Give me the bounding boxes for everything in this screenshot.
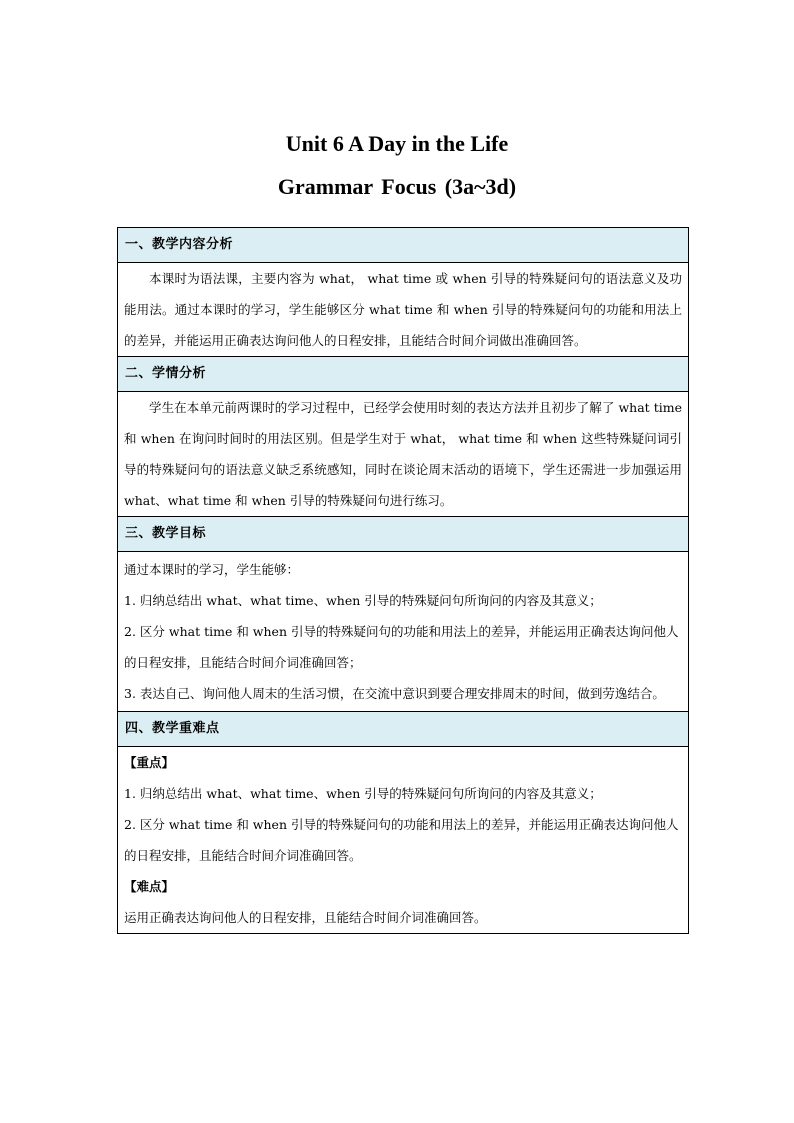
difficulty-label: 【难点】	[124, 879, 175, 894]
section-body-content-analysis	[118, 263, 689, 357]
list-item: 2. 区分 what time 和 when 引导的特殊疑问句的功能和用法上的差异，并能运用正确表达询问他人的日程安排，且能结合时间介词准确回答；	[124, 624, 679, 670]
difficulty-text: 运用正确表达询问他人的日程安排，且能结合时间介词准确回答。	[124, 910, 487, 925]
list-item: 1. 归纳总结出 what、what time、when 引导的特殊疑问句所询问的内容及其意义；	[124, 786, 602, 801]
section-body-key-points	[118, 747, 689, 934]
section-heading: 一、教学内容分析	[125, 237, 234, 252]
section-body-objectives	[118, 552, 689, 712]
focus-label: 【重点】	[124, 755, 175, 770]
section-paragraph: 学生在本单元前两课时的学习过程中，已经学会使用时刻的表达方法并且初步了解了 what time 和 when 在询问时间时的用法区别。但是学生对于 what， what time 和 when 这些特殊疑问词引导的特殊疑问句的语法意义缺乏系统感知，同时在谈论周末活动的语境下，学生还需进一步加强运用 what、what time 和 when 引导的特殊疑问句进行练习。	[124, 400, 682, 508]
document-subtitle: Grammar Focus (3a~3d)	[277, 174, 517, 199]
section-header-key-points	[118, 712, 689, 747]
section-paragraph: 本课时为语法课，主要内容为 what， what time 或 when 引导的特殊疑问句的语法意义及功能用法。通过本课时的学习，学生能够区分 what time 和 when 引导的特殊疑问句的功能和用法上的差异，并能运用正确表达询问他人的日程安排，且能结合时间介词做出准确回答。	[124, 271, 682, 348]
list-item: 3. 表达自己、询问他人周末的生活习惯，在交流中意识到要合理安排周末的时间，做到劳逸结合。	[124, 686, 665, 701]
objectives-intro: 通过本课时的学习，学生能够：	[124, 562, 300, 577]
section-body-learner-analysis	[118, 392, 689, 517]
section-header-objectives	[118, 517, 689, 552]
list-item: 2. 区分 what time 和 when 引导的特殊疑问句的功能和用法上的差异，并能运用正确表达询问他人的日程安排，且能结合时间介词准确回答。	[124, 817, 679, 863]
section-heading: 三、教学目标	[125, 526, 207, 541]
document-title: Unit 6 A Day in the Life	[285, 131, 509, 156]
list-item: 1. 归纳总结出 what、what time、when 引导的特殊疑问句所询问的内容及其意义；	[124, 593, 602, 608]
section-heading: 四、教学重难点	[125, 721, 220, 736]
lesson-plan-table	[117, 227, 689, 934]
section-heading: 二、学情分析	[125, 366, 207, 381]
section-header-learner-analysis	[118, 357, 689, 392]
section-header-content-analysis	[118, 228, 689, 263]
